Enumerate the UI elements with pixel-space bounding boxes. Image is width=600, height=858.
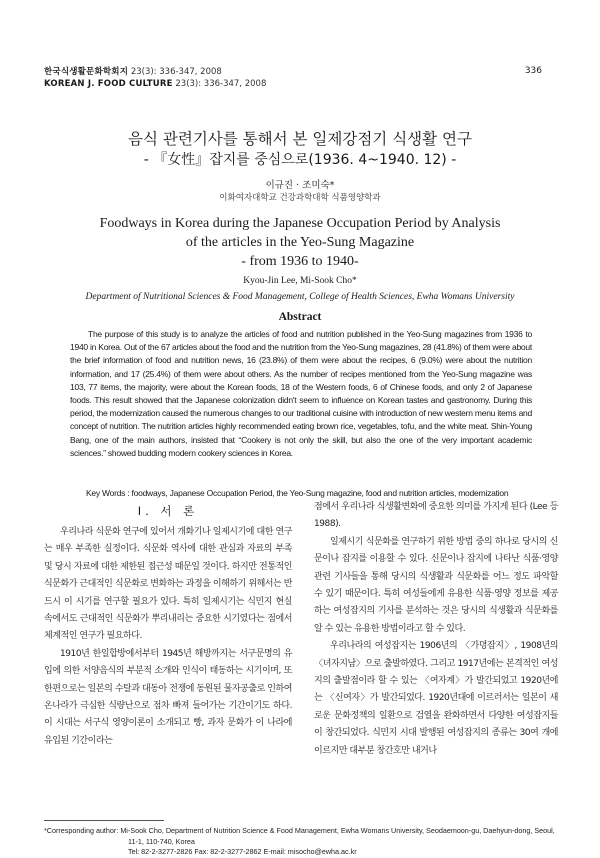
section-heading: I. 서 론 xyxy=(137,504,199,518)
journal-volume-ko: 23(3): 336-347, 2008 xyxy=(130,67,222,77)
korean-authors: 이규진 · 조미숙* xyxy=(265,180,335,191)
english-title-line: Foodways in Korea during the Japanese Occupation Period by Analysis xyxy=(99,216,501,231)
footnote-line: Tel: 82-2-3277-2826 Fax: 82-2-3277-2862 E-mail: misocho@ewha.ac.kr xyxy=(128,847,357,856)
abstract-heading: Abstract xyxy=(278,311,322,323)
korean-affiliation: 이화여자대학교 건강과학대학 식품영양학과 xyxy=(219,193,381,203)
journal-line-ko xyxy=(44,66,266,78)
journal-name-ko: 한국식생활문화학회지 xyxy=(44,67,129,77)
page-number: 336 xyxy=(524,66,542,76)
footnote-line: *Corresponding author: Mi-Sook Cho, Department of Nutrition Science & Food Management, Ewha Womans University, Seodaemoon-gu, Daehyun-dong, Seoul, xyxy=(44,826,555,835)
english-title-line: of the articles in the Yeo-Sung Magazine xyxy=(185,235,415,250)
english-affiliation: Department of Nutritional Sciences & Food Management, College of Health Sciences, Ewha Womans University xyxy=(85,292,515,302)
korean-title: 음식 관련기사를 통해서 본 일제강점기 식생활 연구 xyxy=(128,130,472,148)
english-title xyxy=(0,214,600,271)
abstract-text: The purpose of this study is to analyze the articles of food and nutrition published in the Yeo-Sung magazines from 1936 to 1940 in Korea. Out of the 67 articles about the food and the nutrition from the Yeo-Sung magazines, 28 (41.8%) of them were about the brief information of food and nutrition news, 16 (23.8%) of them were about the recipes, 6 (9.0%) were about the nutrition information, and 17 (25.4%) of them were about others. As the number of recipes mentioned from the Yeo-Sung magazine was 103, 77 items, the majority, were about the Korean foods, 18 of the Western foods, 6 of Chinese foods, and only 2 of Japanese foods. This result showed that the Japanese colonization didn't seem to influence on Korean tastes and gastronomy. During this period, the modernization caused the numerous changes to our traditional cuisine with introduction of new western menu items and concept of nutrition. The nutrition articles highly recommended eating brown rice, vegetables, tofu, and the white meat. Shin-Young Bang, one of the main authors, insisted that “Cookery is not only the skill, but also the one of the very important academic sciences.” showed budding modern cookery sciences in Korea. xyxy=(70,329,532,458)
keywords xyxy=(86,488,536,498)
journal-line-en xyxy=(44,78,266,90)
keywords-label: Key Words : xyxy=(86,488,130,498)
journal-volume-en: 23(3): 336-347, 2008 xyxy=(175,79,267,89)
keywords-list: foodways, Japanese Occupation Period, the Yeo-Sung magazine, food and nutrition articles, modernization xyxy=(131,488,509,498)
body-paragraph: 일제시기 식문화를 연구하기 위한 방법 중의 하나로 당시의 신문이나 잡지를 이용할 수 있다. 신문이나 잡지에 나타난 식품·영양 관련 기사들을 통해 당시의 식생활과 식문화를 어느 정도 파악할 수 있기 때문이다. 특히 여성들에게 유용한 식품·영양 정보를 제공하는 여성잡지의 기사를 분석하는 것은 당시의 식생활과 식문화를 알 수 있는 유용한 방법이라고 할 수 있다. xyxy=(314,536,558,634)
journal-header xyxy=(44,66,266,90)
body-paragraph: 우리나라의 여성잡지는 1906년의 〈가뎡잡지〉, 1908년의 〈녀자지남〉으로 출발하였다. 그리고 1917년에는 본격적인 여성지의 출발점이라 할 수 있는 〈여자계〉가 발간되었고 1920년에는 〈신여자〉가 발간되었다. 1920년대에 이르러서는 일본이 새로운 문화정책의 일환으로 검열을 완화하면서 다양한 여성잡지들이 창간되었다. 식민지 시대 발행된 여성잡지의 종류는 30여 개에 이르지만 대부분 창간호만 내거나 xyxy=(314,641,558,756)
journal-name-en: KOREAN J. FOOD CULTURE xyxy=(44,79,173,89)
korean-subtitle: - 『女性』잡지를 중심으로(1936. 4~1940. 12) - xyxy=(143,152,457,168)
footnote-line: 11-1, 110-740, Korea xyxy=(128,836,195,846)
english-authors: Kyou-Jin Lee, Mi-Sook Cho* xyxy=(243,276,357,286)
body-paragraph: 1910년 한일합방에서부터 1945년 해방까지는 서구문명의 유입에 의한 서양음식의 부분적 소개와 인식이 태동하는 시기이며, 또 한편으로는 일본의 수탈과 대동아 전쟁에 동원된 물자공출로 인하여 온나라가 극심한 식량난으로 점차 빠져 들어가는 기간이기도 하다. 이 시대는 서구식 영양이론이 소개되고 빵, 과자 문화가 이 나라에 유입된 기간이라는 xyxy=(44,648,292,746)
body-paragraph: 점에서 우리나라 식생활변화에 중요한 의미를 가지게 된다 (Lee 등 1988). xyxy=(314,502,558,530)
footnote-rule xyxy=(44,820,164,821)
english-title-line: - from 1936 to 1940- xyxy=(241,254,359,269)
body-paragraph: 우리나라 식문화 연구에 있어서 개화기나 일제시기에 대한 연구는 매우 부족한 실정이다. 식문화 역사에 대한 관심과 자료의 부족 및 당시 자료에 대한 제한된 접근성 때문일 것이다. 하지만 전통적인 식문화가 근대적인 식문화로 변화하는 과정을 이해하기 위해서는 반드시 이 시기를 연구할 필요가 있다. 특히 일제시기는 식민지 현실 속에서도 근대적인 식문화가 뿌리내리는 중요한 시기였다는 점에서 체계적인 연구가 필요하다. xyxy=(44,527,292,642)
body-column-left xyxy=(44,524,292,750)
body-column-right xyxy=(314,499,558,760)
corresponding-author-footnote xyxy=(44,826,559,858)
